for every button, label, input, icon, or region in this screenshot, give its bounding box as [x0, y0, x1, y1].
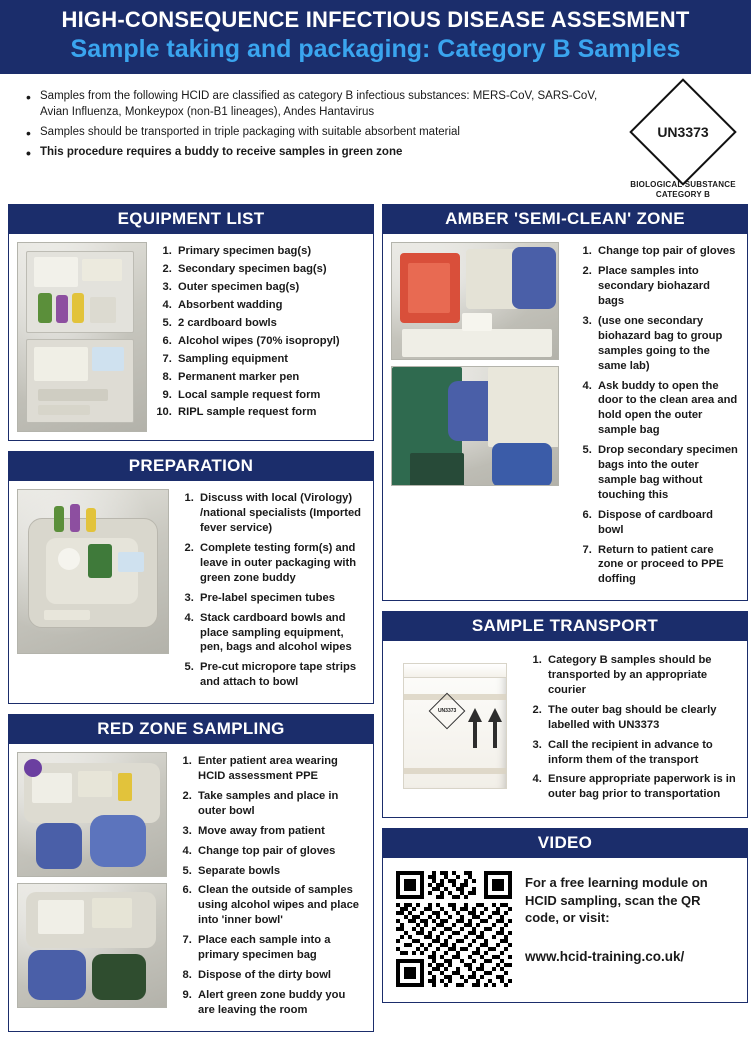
list-item: 10. RIPL sample request form — [175, 405, 365, 420]
list-item: 5. 2 cardboard bowls — [175, 316, 365, 331]
photo-preparation-bowl — [17, 489, 169, 654]
qr-code-svg — [396, 871, 512, 987]
list-item: 7. Return to patient care zone or proceed to PPE doffing — [595, 543, 739, 588]
transport-box-illustration — [403, 663, 507, 789]
amber-zone-steps — [575, 244, 739, 587]
red-zone-photos — [17, 752, 167, 1022]
panel-video — [382, 828, 748, 1003]
list-item: 8. Dispose of the dirty bowl — [195, 968, 365, 983]
qr-code-icon[interactable] — [395, 870, 511, 986]
list-item: 5. Separate bowls — [195, 864, 365, 879]
panel-title: AMBER 'SEMI-CLEAN' ZONE — [383, 205, 747, 234]
list-item: 3. (use one secondary biohazard bag to group samples going to the same lab) — [595, 314, 739, 374]
panel-title: PREPARATION — [9, 452, 373, 481]
un3373-diamond-icon — [629, 78, 736, 185]
list-item: 3. Call the recipient in advance to inform them of the transport — [545, 738, 739, 768]
list-item: 2. Take samples and place in outer bowl — [195, 789, 365, 819]
list-item: 1. Discuss with local (Virology) /national specialists (Imported fever service) — [197, 491, 365, 536]
list-item: 3. Pre-label specimen tubes — [197, 591, 365, 606]
list-item: 4. Absorbent wadding — [175, 298, 365, 313]
amber-photos — [391, 242, 567, 592]
list-item: 1. Enter patient area wearing HCID assessment PPE — [195, 754, 365, 784]
list-item: 5. Drop secondary specimen bags into the outer sample bag without touching this — [595, 443, 739, 503]
transport-steps — [525, 653, 739, 802]
list-item: 2. Complete testing form(s) and leave in outer packaging with green zone buddy — [197, 541, 365, 586]
list-item: 4. Change top pair of gloves — [195, 844, 365, 859]
list-item: 4. Stack cardboard bowls and place sampling equipment, pen, bags and alcohol wipes — [197, 611, 365, 656]
panel-title: VIDEO — [383, 829, 747, 858]
preparation-photo — [17, 489, 169, 695]
list-item: 7. Sampling equipment — [175, 352, 365, 367]
photo-equipment-tray — [17, 242, 147, 432]
intro-bullet: • Samples should be transported in triple packaging with suitable absorbent material — [26, 124, 619, 141]
list-item: 2. Secondary specimen bag(s) — [175, 262, 365, 277]
intro-bullet: • This procedure requires a buddy to receive samples in green zone — [26, 144, 619, 161]
un3373-caption: BIOLOGICAL SUBSTANCE CATEGORY B — [630, 179, 736, 200]
list-item: 9. Alert green zone buddy you are leaving the room — [195, 988, 365, 1018]
box-tape — [404, 694, 506, 700]
red-zone-steps — [175, 754, 365, 1017]
page-subtitle: Sample taking and packaging: Category B Samples — [70, 35, 681, 64]
right-column — [382, 204, 748, 1041]
list-item: 1. Primary specimen bag(s) — [175, 244, 365, 259]
panel-preparation — [8, 451, 374, 704]
panel-amber-zone — [382, 204, 748, 601]
photo-red-zone-top — [17, 752, 167, 877]
photo-amber-handover — [391, 366, 559, 486]
panel-title: EQUIPMENT LIST — [9, 205, 373, 234]
panel-equipment-list — [8, 204, 374, 441]
photo-transport-box — [391, 651, 519, 801]
up-arrow-icon — [488, 708, 502, 722]
panel-red-zone-sampling — [8, 714, 374, 1031]
un3373-badge — [629, 88, 737, 201]
panel-title: RED ZONE SAMPLING — [9, 715, 373, 744]
poster-header — [0, 0, 751, 74]
list-item: 8. Permanent marker pen — [175, 370, 365, 385]
preparation-steps — [177, 491, 365, 690]
list-item: 7. Place each sample into a primary specimen bag — [195, 933, 365, 963]
photo-amber-bagging — [391, 242, 559, 360]
equipment-photo — [17, 242, 147, 432]
un3373-box-text: UN3373 — [437, 708, 457, 715]
equipment-list — [155, 244, 365, 420]
page-title: HIGH-CONSEQUENCE INFECTIOUS DISEASE ASSESMENT — [61, 7, 690, 32]
video-url-link[interactable]: www.hcid-training.co.uk/ — [525, 948, 685, 964]
list-item: 2. The outer bag should be clearly labelled with UN3373 — [545, 703, 739, 733]
photo-red-zone-bottom — [17, 883, 167, 1008]
panel-sample-transport — [382, 611, 748, 818]
box-tape — [404, 768, 506, 774]
list-item: 3. Outer specimen bag(s) — [175, 280, 365, 295]
list-item: 5. Pre-cut micropore tape strips and attach to bowl — [197, 660, 365, 690]
up-arrow-icon — [468, 708, 482, 722]
list-item: 4. Ensure appropriate paperwork is in outer bag prior to transportation — [545, 772, 739, 802]
intro-bullet: • Samples from the following HCID are classified as category B infectious substances: MERS-CoV, SARS-CoV, Avian Influenza, Monkeypox (non-B1 lineages), Andes Hantavirus — [26, 88, 619, 121]
list-item: 9. Local sample request form — [175, 388, 365, 403]
list-item: 2. Place samples into secondary biohazard bags — [595, 264, 739, 309]
list-item: 6. Alcohol wipes (70% isopropyl) — [175, 334, 365, 349]
list-item: 4. Ask buddy to open the door to the clean area and hold open the outer sample bag — [595, 379, 739, 439]
box-lid — [404, 664, 506, 678]
poster-columns — [0, 204, 751, 1049]
video-description: For a free learning module on HCID sampling, scan the QR code, or visit: — [525, 875, 708, 926]
list-item: 6. Clean the outside of samples using alcohol wipes and place into 'inner bowl' — [195, 883, 365, 928]
list-item: 3. Move away from patient — [195, 824, 365, 839]
list-item: 1. Category B samples should be transported by an appropriate courier — [545, 653, 739, 698]
intro-section — [0, 74, 751, 205]
left-column — [8, 204, 374, 1041]
list-item: 6. Dispose of cardboard bowl — [595, 508, 739, 538]
panel-title: SAMPLE TRANSPORT — [383, 612, 747, 641]
list-item: 1. Change top pair of gloves — [595, 244, 739, 259]
intro-bullet-list — [26, 88, 629, 164]
un3373-label: UN3373 — [657, 123, 709, 140]
